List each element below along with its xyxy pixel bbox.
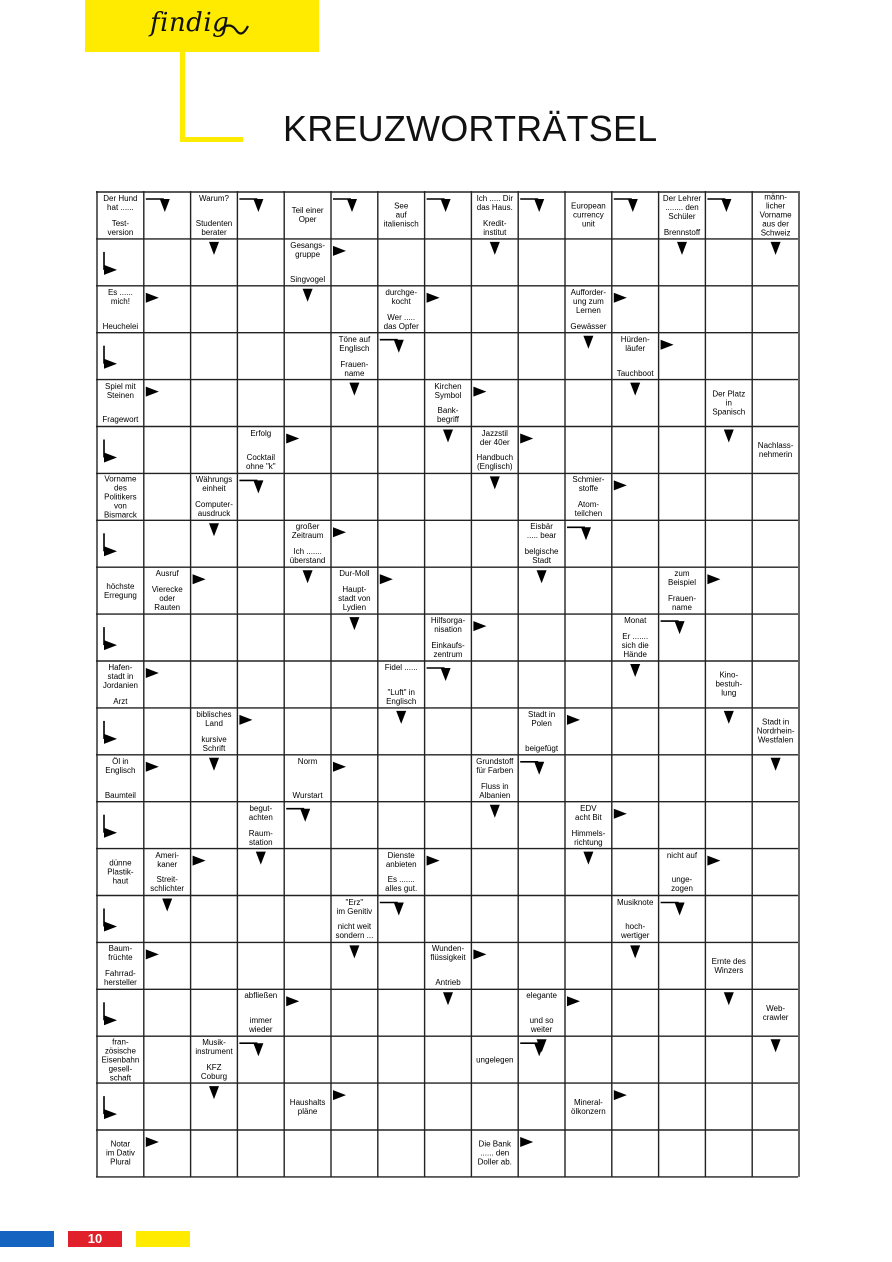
down-arrow-icon — [771, 1039, 781, 1052]
clue-cell — [97, 755, 144, 802]
right-arrow-icon — [193, 856, 206, 866]
clue-cell — [378, 192, 425, 239]
right-arrow-icon — [146, 387, 159, 397]
clue-text: Notar im Dativ Plural — [105, 1139, 135, 1167]
turn-down-arrow-icon — [160, 199, 170, 212]
clue-text: belgische Stadt — [524, 547, 559, 566]
decorative-line-horizontal — [180, 137, 243, 142]
down-arrow-icon — [583, 336, 593, 349]
clue-cell — [425, 380, 472, 427]
clue-text: Atom- teilchen — [574, 500, 603, 519]
clue-cell — [659, 567, 706, 614]
clue-text: Brennstoff — [663, 227, 701, 237]
clue-text: Der Platz in Spanisch — [712, 389, 746, 417]
clue-text: unge- zogen — [671, 875, 693, 894]
clue-text: beigefügt — [525, 743, 559, 753]
clue-cell — [471, 192, 518, 239]
clue-text: biblisches Land — [196, 709, 232, 728]
clue-cell — [144, 567, 191, 614]
clue-text: männ- licher Vorname aus der Schweiz — [759, 192, 792, 238]
clue-cell — [378, 661, 425, 708]
clue-text: kursive Schrift — [201, 734, 227, 753]
right-arrow-icon — [104, 640, 117, 650]
clue-text: Aufforder- ung zum Lernen — [570, 287, 607, 315]
clue-text: See auf italienisch — [383, 201, 419, 229]
right-arrow-icon — [104, 453, 117, 463]
clue-text: Warum? — [199, 194, 229, 203]
clue-text: "Luft" in Englisch — [386, 687, 417, 706]
clue-cell — [565, 286, 612, 333]
clue-cell — [518, 708, 565, 755]
clue-cell — [331, 333, 378, 380]
clue-cell — [97, 661, 144, 708]
clue-text: Baumteil — [104, 790, 136, 800]
right-arrow-icon — [104, 828, 117, 838]
clue-text: Wurstart — [292, 790, 323, 800]
right-arrow-icon — [473, 949, 486, 959]
clue-cell — [378, 286, 425, 333]
turn-down-arrow-icon — [394, 340, 404, 353]
clue-text: Teil einer Oper — [291, 206, 324, 225]
clue-cell — [425, 942, 472, 989]
clue-text: Haushalts pläne — [289, 1097, 326, 1116]
clue-cell — [471, 1130, 518, 1177]
clue-cell — [752, 427, 799, 474]
turn-down-arrow-icon — [253, 199, 263, 212]
clue-cell — [705, 661, 752, 708]
down-arrow-icon — [209, 523, 219, 536]
clue-text: Ernte des Winzers — [711, 956, 746, 975]
clue-cell — [752, 708, 799, 755]
right-arrow-icon — [333, 246, 346, 256]
clue-cell — [705, 380, 752, 427]
clue-text: Fluss in Albanien — [479, 781, 511, 800]
down-arrow-icon — [349, 945, 359, 958]
clue-cell — [659, 192, 706, 239]
clue-text: Web- crawler — [762, 1003, 789, 1022]
clue-text: Hafen- stadt in Jordanien — [102, 663, 138, 690]
down-arrow-icon — [677, 242, 687, 255]
clue-cell — [237, 802, 284, 849]
right-arrow-icon — [380, 574, 393, 584]
clue-text: durchge- kocht — [385, 287, 417, 306]
turn-down-arrow-icon — [253, 480, 263, 493]
clue-text: hoch- wertiger — [620, 922, 650, 941]
right-arrow-icon — [614, 1090, 627, 1100]
turn-down-arrow-icon — [534, 1043, 544, 1056]
clue-text: Bank- begriff — [436, 406, 460, 425]
turn-down-arrow-icon — [441, 668, 451, 681]
clue-text: Er ....... sich die Hände — [621, 631, 649, 659]
right-arrow-icon — [333, 527, 346, 537]
down-arrow-icon — [490, 476, 500, 489]
clue-text: und so weiter — [529, 1016, 554, 1035]
clue-text: Grundstoff für Farben — [476, 756, 514, 775]
clue-text: Dur-Moll — [339, 569, 370, 579]
clue-cell — [471, 755, 518, 802]
right-arrow-icon — [333, 1090, 346, 1100]
clue-text: Antrieb — [435, 978, 461, 988]
turn-down-arrow-icon — [628, 199, 638, 212]
clue-text: Es ...... mich! — [107, 287, 133, 306]
down-arrow-icon — [771, 758, 781, 771]
clue-cell — [191, 1036, 238, 1083]
right-arrow-icon — [104, 922, 117, 932]
clue-cell — [425, 614, 472, 661]
right-arrow-icon — [520, 1137, 533, 1147]
clue-cell — [284, 755, 331, 802]
clue-text: Töne auf Englisch — [338, 334, 371, 353]
clue-text: Cocktail ohne "k" — [245, 453, 276, 472]
clue-text: Dienste anbieten — [385, 850, 417, 869]
turn-down-arrow-icon — [534, 762, 544, 775]
right-arrow-icon — [427, 293, 440, 303]
clue-cell — [752, 989, 799, 1036]
clue-text: Himmels- richtung — [571, 828, 606, 847]
right-arrow-icon — [473, 621, 486, 631]
turn-down-arrow-icon — [675, 621, 685, 634]
clue-text: KFZ Coburg — [200, 1063, 228, 1082]
down-arrow-icon — [724, 430, 734, 443]
clue-text: Tauchboot — [616, 368, 654, 378]
clue-cell — [97, 1036, 144, 1083]
right-arrow-icon — [567, 715, 580, 725]
clue-text: Wer ..... das Opfer — [383, 312, 419, 331]
clue-text: Die Bank ...... den Doller ab. — [477, 1139, 512, 1167]
clue-text: großer Zeitraum — [291, 522, 324, 541]
turn-down-arrow-icon — [300, 809, 310, 822]
clue-text: Handbuch (Englisch) — [476, 453, 514, 472]
clue-cell — [612, 614, 659, 661]
clue-cell — [97, 942, 144, 989]
clue-text: Monat — [624, 616, 647, 626]
clue-text: dünne Plastik- haut — [107, 858, 134, 886]
clue-cell — [565, 1083, 612, 1130]
clue-cell — [565, 192, 612, 239]
clue-text: zum Beispiel — [667, 569, 696, 588]
down-arrow-icon — [724, 711, 734, 724]
clue-text: Norm — [297, 756, 318, 766]
clue-text: Musik- instrument — [195, 1038, 233, 1057]
clue-cell — [612, 896, 659, 943]
clue-text: Fahrrad- hersteller — [103, 969, 137, 988]
clue-cell — [518, 989, 565, 1036]
page-number: 10 — [87, 1231, 103, 1246]
clue-text: fran- zösische Eisenbahn gesell- schaft — [101, 1037, 140, 1083]
down-arrow-icon — [771, 242, 781, 255]
clue-cell — [97, 849, 144, 896]
clue-text: Währungs einheit — [195, 475, 233, 494]
down-arrow-icon — [490, 242, 500, 255]
right-arrow-icon — [104, 1109, 117, 1119]
clue-cell — [144, 849, 191, 896]
clue-text: Hilfsorga- nisation — [430, 616, 466, 635]
page-title: KREUZWORTRÄTSEL — [283, 108, 658, 149]
clue-text: Computer- ausdruck — [195, 500, 233, 519]
clue-cell — [284, 192, 331, 239]
down-arrow-icon — [209, 1086, 219, 1099]
clue-text: Hürden- läufer — [620, 334, 650, 353]
clue-cell — [97, 567, 144, 614]
clue-cell — [191, 192, 238, 239]
clue-cell — [97, 473, 144, 520]
clue-text: Jazzstil der 40er — [479, 428, 510, 447]
clue-cell — [752, 192, 799, 239]
clue-text: elegante — [526, 991, 557, 1001]
down-arrow-icon — [349, 383, 359, 396]
logo: findig — [150, 8, 230, 38]
clue-text: Kirchen Symbol — [434, 381, 462, 400]
clue-text: Spiel mit Steinen — [105, 381, 136, 400]
clue-text: Nachlass- nehmerin — [757, 440, 794, 459]
turn-down-arrow-icon — [394, 903, 404, 916]
clue-text: Baum- früchte — [108, 944, 133, 963]
clue-text: Singvogel — [290, 274, 326, 284]
logo-swash-icon — [218, 22, 250, 36]
clue-text: Der Lehrer ........ den Schüler — [662, 194, 702, 221]
clue-text: Ich ....... überstand — [289, 547, 326, 566]
clue-cell — [284, 239, 331, 286]
clue-text: Mineral- ölkonzern — [571, 1097, 606, 1116]
clue-text: ungelegen — [476, 1055, 514, 1065]
down-arrow-icon — [349, 617, 359, 630]
clue-text: Vorname des Politikers von Bismarck — [103, 474, 137, 520]
clue-text: Stadt in Nordrhein- Westfalen — [756, 717, 795, 745]
right-arrow-icon — [146, 762, 159, 772]
clue-cell — [331, 567, 378, 614]
clue-text: Arzt — [113, 696, 128, 706]
clue-text: abfließen — [244, 991, 278, 1001]
clue-text: Gewässer — [570, 321, 607, 331]
clue-text: EDV acht Bit — [575, 803, 602, 822]
turn-down-arrow-icon — [441, 199, 451, 212]
right-arrow-icon — [146, 1137, 159, 1147]
clue-text: Haupt- stadt von Lydien — [338, 585, 371, 613]
clue-text: Studenten berater — [195, 218, 233, 237]
clue-text: European currency unit — [571, 201, 606, 229]
clue-cell — [331, 896, 378, 943]
clue-cell — [518, 520, 565, 567]
turn-down-arrow-icon — [675, 903, 685, 916]
turn-down-arrow-icon — [347, 199, 357, 212]
clue-text: Öl in Englisch — [105, 756, 136, 775]
down-arrow-icon — [630, 664, 640, 677]
right-arrow-icon — [104, 734, 117, 744]
clue-cell — [237, 989, 284, 1036]
footer-bar-yellow — [136, 1231, 190, 1247]
clue-text: Raum- station — [248, 828, 273, 847]
right-arrow-icon — [614, 293, 627, 303]
clue-text: Test- version — [107, 218, 134, 237]
down-arrow-icon — [209, 242, 219, 255]
grid-lines — [96, 191, 800, 1178]
down-arrow-icon — [256, 852, 266, 865]
right-arrow-icon — [286, 996, 299, 1006]
clue-cell — [659, 849, 706, 896]
clue-text: Eisbär ..... bear — [526, 522, 557, 541]
clue-cell — [565, 473, 612, 520]
clue-text: Schmier- stoffe — [572, 475, 605, 494]
clue-cell — [237, 427, 284, 474]
clue-cell — [191, 708, 238, 755]
down-arrow-icon — [630, 945, 640, 958]
right-arrow-icon — [707, 574, 720, 584]
right-arrow-icon — [146, 949, 159, 959]
right-arrow-icon — [661, 340, 674, 350]
clue-text: immer wieder — [249, 1016, 273, 1035]
clue-text: Es ....... alles gut. — [385, 875, 418, 894]
down-arrow-icon — [537, 570, 547, 583]
clue-text: Erfolg — [250, 428, 272, 438]
clue-text: Ausruf — [155, 569, 179, 579]
clue-cell — [378, 849, 425, 896]
clue-text: Fragewort — [102, 415, 139, 425]
down-arrow-icon — [443, 430, 453, 443]
turn-down-arrow-icon — [581, 527, 591, 540]
clue-text: Musiknote — [616, 897, 654, 907]
clue-cell — [565, 802, 612, 849]
down-arrow-icon — [209, 758, 219, 771]
clue-text: Stadt in Polen — [528, 709, 556, 728]
clue-text: Gesangs- gruppe — [290, 240, 325, 259]
right-arrow-icon — [427, 856, 440, 866]
right-arrow-icon — [614, 809, 627, 819]
right-arrow-icon — [239, 715, 252, 725]
down-arrow-icon — [396, 711, 406, 724]
clue-text: Vierecke oder Rauten — [151, 585, 183, 613]
down-arrow-icon — [630, 383, 640, 396]
down-arrow-icon — [303, 570, 313, 583]
right-arrow-icon — [104, 265, 117, 275]
right-arrow-icon — [104, 1015, 117, 1025]
clue-text: Einkaufs- zentrum — [431, 640, 465, 659]
clue-cell — [471, 427, 518, 474]
turn-down-arrow-icon — [253, 1043, 263, 1056]
right-arrow-icon — [146, 293, 159, 303]
crossword-grid — [96, 191, 798, 1176]
clue-text: Wunden- flüssigkeit — [430, 944, 466, 963]
clue-cell — [97, 192, 144, 239]
right-arrow-icon — [286, 434, 299, 444]
clue-text: Fidel ...... — [384, 663, 418, 672]
clue-text: Kredit- institut — [483, 218, 507, 237]
clue-text: Streit- schlichter — [150, 875, 185, 894]
right-arrow-icon — [473, 387, 486, 397]
clue-cell — [191, 473, 238, 520]
clue-text: begut- achten — [248, 803, 273, 822]
clue-text: nicht auf — [666, 850, 698, 860]
down-arrow-icon — [443, 992, 453, 1005]
right-arrow-icon — [520, 434, 533, 444]
clue-text: nicht weit sondern ... — [335, 922, 374, 941]
right-arrow-icon — [567, 996, 580, 1006]
footer-bar-blue — [0, 1231, 54, 1247]
right-arrow-icon — [614, 480, 627, 490]
clue-text: Kino- bestuh- lung — [715, 670, 743, 698]
down-arrow-icon — [490, 805, 500, 818]
right-arrow-icon — [104, 359, 117, 369]
clue-cell — [97, 1130, 144, 1177]
clue-text: Heuchelei — [102, 321, 139, 331]
down-arrow-icon — [303, 289, 313, 302]
turn-down-arrow-icon — [534, 199, 544, 212]
right-arrow-icon — [104, 546, 117, 556]
clue-cell — [284, 520, 331, 567]
clue-cell — [97, 380, 144, 427]
turn-down-arrow-icon — [721, 199, 731, 212]
clue-cell — [612, 333, 659, 380]
down-arrow-icon — [162, 899, 172, 912]
clue-text: Frauen- name — [667, 594, 696, 613]
down-arrow-icon — [724, 992, 734, 1005]
clue-cell — [97, 286, 144, 333]
clue-text: höchste Erregung — [103, 581, 137, 600]
clue-text: Ameri- kaner — [155, 850, 179, 869]
right-arrow-icon — [707, 856, 720, 866]
clue-text: Ich ..... Dir das Haus. — [476, 194, 514, 212]
clue-text: "Erz" im Genitiv — [336, 897, 373, 916]
decorative-line-vertical — [180, 52, 185, 142]
right-arrow-icon — [146, 668, 159, 678]
down-arrow-icon — [583, 852, 593, 865]
clue-text: Frauen- name — [340, 359, 369, 378]
clue-text: Der Hund hat ...... — [103, 194, 138, 212]
clue-cell — [471, 1036, 518, 1083]
right-arrow-icon — [333, 762, 346, 772]
clue-cell — [284, 1083, 331, 1130]
right-arrow-icon — [193, 574, 206, 584]
clue-cell — [705, 942, 752, 989]
